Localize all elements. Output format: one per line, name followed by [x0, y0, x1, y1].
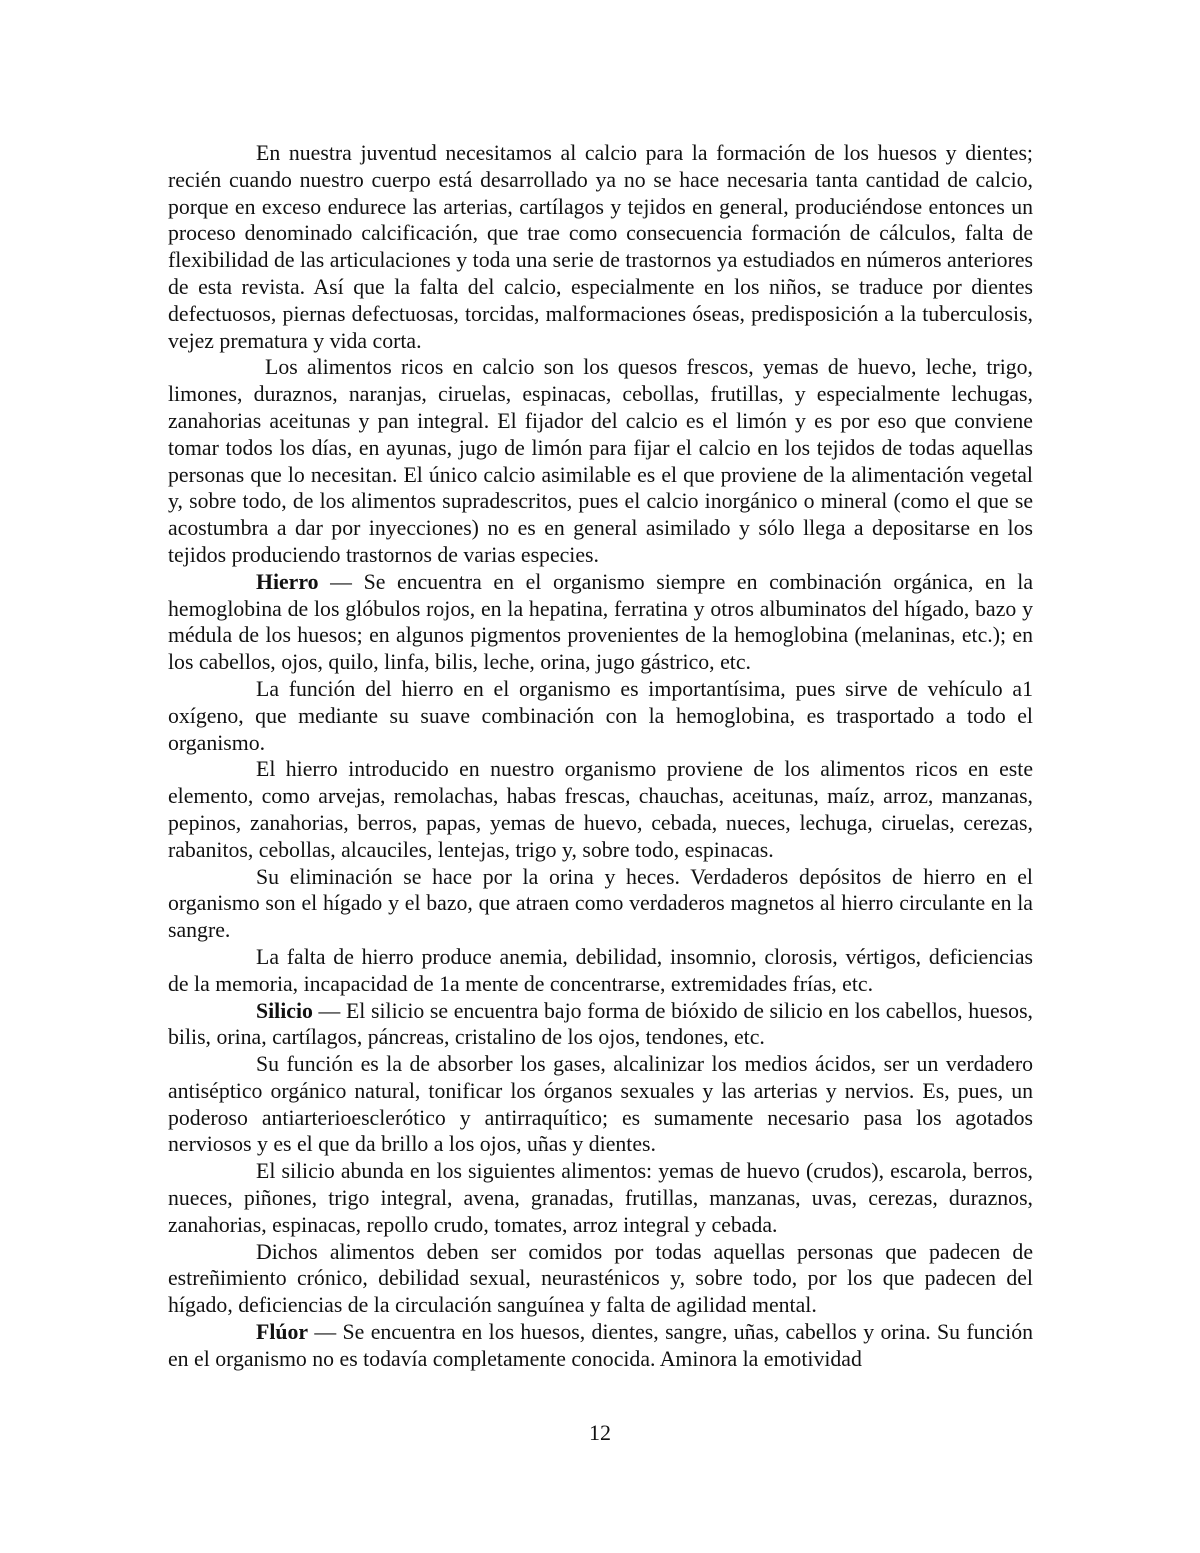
- paragraph-hierro: Hierro — Se encuentra en el organismo siempre en combinación orgánica, en la hemoglobina de los glóbulos rojos, en la hepatina, ferratina y otros albuminatos del hígado, bazo y médula de los huesos; en algunos pigmentos provenientes de la hemoglobina (melaninas, etc.); en los cabellos, ojos, quilo, linfa, bilis, leche, orina, jugo gástrico, etc.: [168, 569, 1033, 675]
- page-body: [168, 140, 1033, 1373]
- paragraph-funcion-silicio: Su función es la de absorber los gases, alcalinizar los medios ácidos, ser un verdadero antiséptico orgánico natural, tonificar los órganos sexuales y las arterias y nervios. Es, pues, un poderoso antiarterioesclerótico y antirraquítico; es sumamente necesario pasa los agotados nerviosos y es el que da brillo a los ojos, uñas y dientes.: [168, 1052, 1033, 1157]
- paragraph-funcion-hierro: La función del hierro en el organismo es importantísima, pues sirve de vehículo a1 oxígeno, que mediante su suave combinación con la hemoglobina, es trasportado a todo el organismo.: [168, 676, 1033, 755]
- section-term-fluor: Flúor: [256, 1320, 309, 1345]
- paragraph-hierro-alimentos: El hierro introducido en nuestro organismo proviene de los alimentos ricos en este elemento, como arvejas, remolachas, habas frescas, chauchas, aceitunas, maíz, arroz, manzanas, pepinos, zanahorias, berros, papas, yemas de huevo, cebada, nueces, lechuga, ciruelas, cerezas, rabanitos, cebollas, alcauciles, lentejas, trigo y, sobre todo, espinacas.: [168, 757, 1033, 862]
- paragraph-silicio-alimentos: El silicio abunda en los siguientes alimentos: yemas de huevo (crudos), escarola, berros, nueces, piñones, trigo integral, avena, granadas, frutillas, manzanas, uvas, cerezas, duraznos, zanahorias, espinacas, repollo crudo, tomates, arroz integral y cebada.: [168, 1159, 1033, 1237]
- paragraph-falta-hierro: La falta de hierro produce anemia, debilidad, insomnio, clorosis, vértigos, deficiencias de la memoria, incapacidad de 1a mente de concentrarse, extremidades frías, etc.: [168, 944, 1033, 996]
- paragraph-calcio-juventud: En nuestra juventud necesitamos al calcio para la formación de los huesos y dientes; recién cuando nuestro cuerpo está desarrollado ya no se hace necesaria tanta cantidad de calcio, porque en exceso endurece las arterias, cartílagos y tejidos en general, produciéndose entonces un proceso denominado calcificación, que trae como consecuencia formación de cálculos, falta de flexibilidad de las articulaciones y toda una serie de trastornos ya estudiados en números anteriores de esta revista. Así que la falta del calcio, especialmente en los niños, se traduce por dientes defectuosos, piernas defectuosas, torcidas, malformaciones óseas, predisposición a la tuberculosis, vejez prematura y vida corta.: [168, 141, 1033, 353]
- page-number: 12: [589, 1420, 611, 1445]
- paragraph-alimentos-calcio: Los alimentos ricos en calcio son los quesos frescos, yemas de huevo, leche, trigo, limones, duraznos, naranjas, ciruelas, espinacas, cebollas, frutillas, y especialmente lechugas, zanahorias aceitunas y pan integral. El fijador del calcio es el limón y es por eso que conviene tomar todos los días, en ayunas, jugo de limón para fijar el calcio en los tejidos de todas aquellas personas que lo necesitan. El único calcio asimilable es el que proviene de la alimentación vegetal y, sobre todo, de los alimentos supradescritos, pues el calcio inorgánico o mineral (como el que se acostumbra a dar por inyecciones) no es en general asimilado y sólo llega a depositarse en los tejidos produciendo trastornos de varias especies.: [168, 355, 1033, 567]
- paragraph-fluor: Flúor — Se encuentra en los huesos, dientes, sangre, uñas, cabellos y orina. Su función en el organismo no es todavía completamente conocida. Aminora la emotividad: [168, 1320, 1033, 1371]
- paragraph-silicio: Silicio — El silicio se encuentra bajo forma de bióxido de silicio en los cabellos, huesos, bilis, orina, cartílagos, páncreas, cristalino de los ojos, tendones, etc.: [168, 998, 1033, 1050]
- paragraph-eliminacion-hierro: Su eliminación se hace por la orina y heces. Verdaderos depósitos de hierro en el organismo son el hígado y el bazo, que atraen como verdaderos magnetos al hierro circulante en la sangre.: [168, 864, 1033, 943]
- section-term-silicio: Silicio: [256, 998, 313, 1023]
- paragraph-dichos-alimentos: Dichos alimentos deben ser comidos por todas aquellas personas que padecen de estreñimiento crónico, debilidad sexual, neurasténicos y, sobre todo, por los que padecen del hígado, deficiencias de la circulación sanguínea y falta de agilidad mental.: [168, 1239, 1033, 1318]
- section-term-hierro: Hierro: [256, 569, 319, 594]
